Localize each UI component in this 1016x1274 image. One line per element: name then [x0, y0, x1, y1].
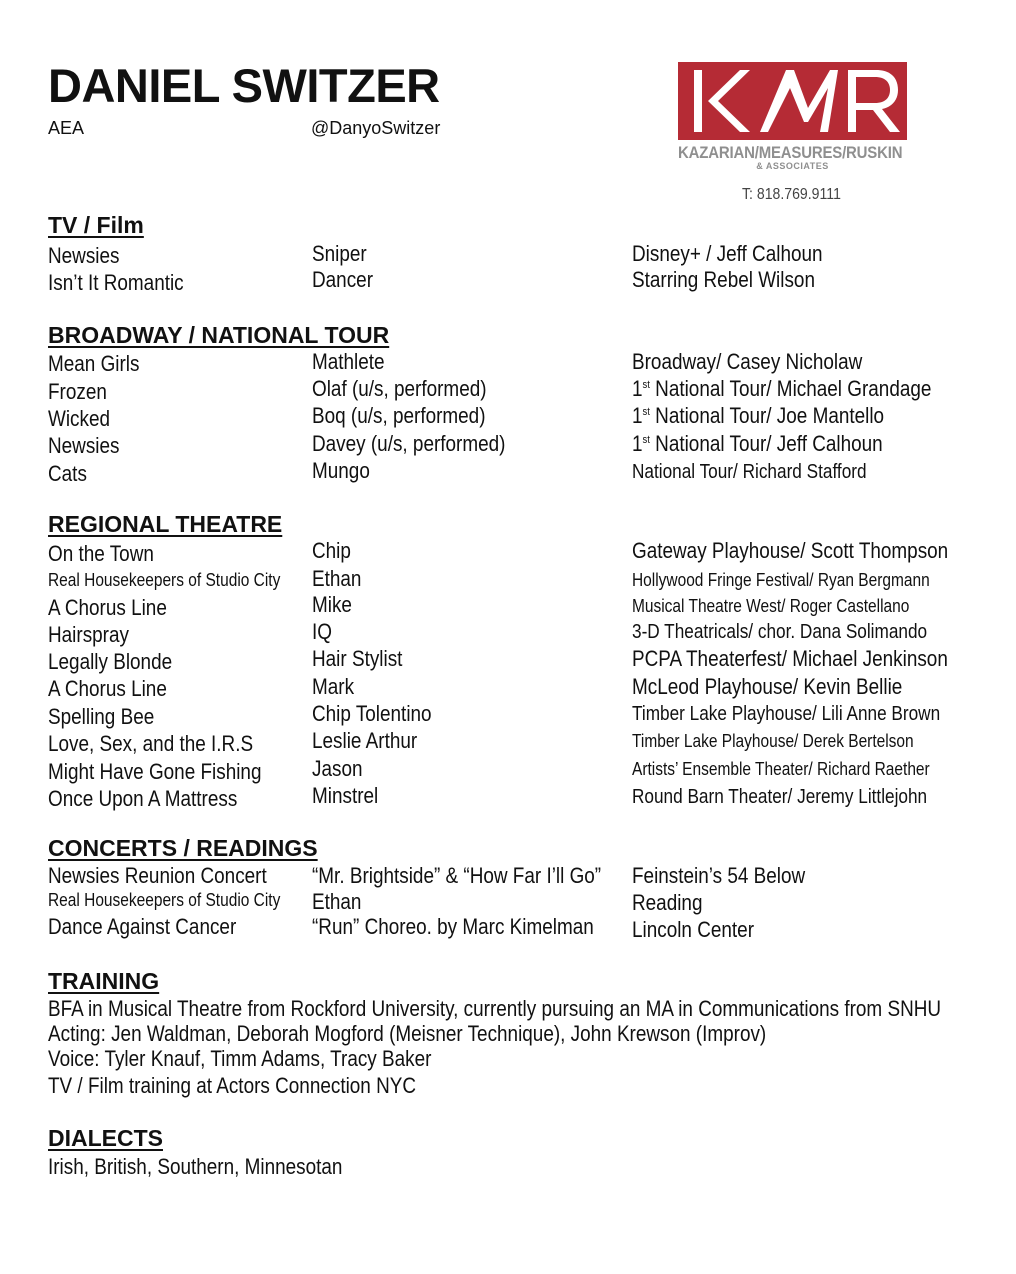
training-line: Acting: Jen Waldman, Deborah Mogford (Meisner Technique), John Krewson (Improv)	[48, 1021, 767, 1046]
role: Sniper	[312, 241, 367, 266]
role: Mike	[312, 592, 352, 617]
agency-associates: & ASSOCIATES	[756, 161, 829, 171]
credit: Timber Lake Playhouse/ Lili Anne Brown	[632, 703, 941, 725]
role: Hair Stylist	[312, 646, 403, 671]
role: IQ	[312, 619, 332, 644]
section-heading-training: TRAINING	[48, 968, 160, 994]
project: Wicked	[48, 406, 111, 431]
project: Once Upon A Mattress	[48, 786, 238, 811]
credit: Starring Rebel Wilson	[632, 267, 815, 292]
social-handle: @DanyoSwitzer	[311, 118, 441, 138]
project: Newsies	[48, 433, 120, 458]
credit: Feinstein’s 54 Below	[632, 863, 806, 888]
role: Minstrel	[312, 783, 379, 808]
project: A Chorus Line	[48, 595, 167, 620]
role: Leslie Arthur	[312, 728, 418, 753]
credit: Round Barn Theater/ Jeremy Littlejohn	[632, 786, 928, 808]
role: Ethan	[312, 889, 362, 914]
role: Mathlete	[312, 349, 385, 374]
role: Jason	[312, 756, 363, 781]
role: Chip Tolentino	[312, 701, 432, 726]
credit: 1st National Tour/ Jeff Calhoun	[632, 431, 883, 456]
role: “Mr. Brightside” & “How Far I’ll Go”	[312, 863, 602, 888]
training-line: Voice: Tyler Knauf, Timm Adams, Tracy Baker	[48, 1046, 432, 1071]
project: Spelling Bee	[48, 704, 155, 729]
credit: National Tour/ Richard Stafford	[632, 461, 867, 483]
role: Ethan	[312, 566, 362, 591]
section-heading-tv-film: TV / Film	[48, 212, 144, 238]
section-heading-concerts: CONCERTS / READINGS	[48, 835, 318, 861]
role: Mark	[312, 674, 355, 699]
credit: PCPA Theaterfest/ Michael Jenkinson	[632, 646, 948, 671]
credit: Hollywood Fringe Festival/ Ryan Bergmann	[632, 570, 930, 590]
role: Chip	[312, 538, 351, 563]
project: Mean Girls	[48, 351, 140, 376]
role: Olaf (u/s, performed)	[312, 376, 487, 401]
agency-phone: T: 818.769.9111	[742, 186, 841, 203]
project: On the Town	[48, 541, 154, 566]
project: Real Housekeepers of Studio City	[48, 570, 281, 590]
project: Legally Blonde	[48, 649, 173, 674]
project: A Chorus Line	[48, 676, 167, 701]
project: Real Housekeepers of Studio City	[48, 890, 281, 910]
credit: Musical Theatre West/ Roger Castellano	[632, 596, 910, 616]
training-line: TV / Film training at Actors Connection NYC	[48, 1073, 417, 1098]
agency-name: KAZARIAN/MEASURES/RUSKIN	[678, 143, 903, 162]
section-heading-broadway: BROADWAY / NATIONAL TOUR	[48, 322, 390, 348]
role: “Run” Choreo. by Marc Kimelman	[312, 914, 594, 939]
credit: Reading	[632, 890, 703, 915]
project: Cats	[48, 461, 87, 486]
section-heading-dialects: DIALECTS	[48, 1125, 163, 1151]
credit: Disney+ / Jeff Calhoun	[632, 241, 823, 266]
credit: Artists’ Ensemble Theater/ Richard Raether	[632, 759, 930, 779]
training-line: BFA in Musical Theatre from Rockford University, currently pursuing an MA in Communications from SNHU	[48, 996, 942, 1021]
project: Isn’t It Romantic	[48, 270, 184, 295]
credit: McLeod Playhouse/ Kevin Bellie	[632, 674, 903, 699]
credit: Timber Lake Playhouse/ Derek Bertelson	[632, 731, 914, 751]
resume-name: DANIEL SWITZER	[48, 59, 440, 112]
agency-logo	[678, 62, 907, 171]
project: Might Have Gone Fishing	[48, 759, 262, 784]
role: Mungo	[312, 458, 370, 483]
kmr-logo-mark	[678, 62, 907, 140]
dialects-text: Irish, British, Southern, Minnesotan	[48, 1154, 343, 1179]
project: Hairspray	[48, 622, 129, 647]
credit: Lincoln Center	[632, 917, 755, 942]
credit: 3-D Theatricals/ chor. Dana Solimando	[632, 621, 928, 643]
kmr-letters-graphic	[678, 62, 907, 140]
role: Davey (u/s, performed)	[312, 431, 506, 456]
credit: Gateway Playhouse/ Scott Thompson	[632, 538, 949, 563]
project: Dance Against Cancer	[48, 914, 237, 939]
project: Frozen	[48, 379, 107, 404]
project: Newsies Reunion Concert	[48, 863, 267, 888]
project: Newsies	[48, 243, 120, 268]
credit: 1st National Tour/ Joe Mantello	[632, 403, 885, 428]
role: Dancer	[312, 267, 373, 292]
role: Boq (u/s, performed)	[312, 403, 486, 428]
credit: 1st National Tour/ Michael Grandage	[632, 376, 932, 401]
section-heading-regional: REGIONAL THEATRE	[48, 511, 283, 537]
project: Love, Sex, and the I.R.S	[48, 731, 254, 756]
union-affiliation: AEA	[48, 118, 85, 138]
credit: Broadway/ Casey Nicholaw	[632, 349, 863, 374]
